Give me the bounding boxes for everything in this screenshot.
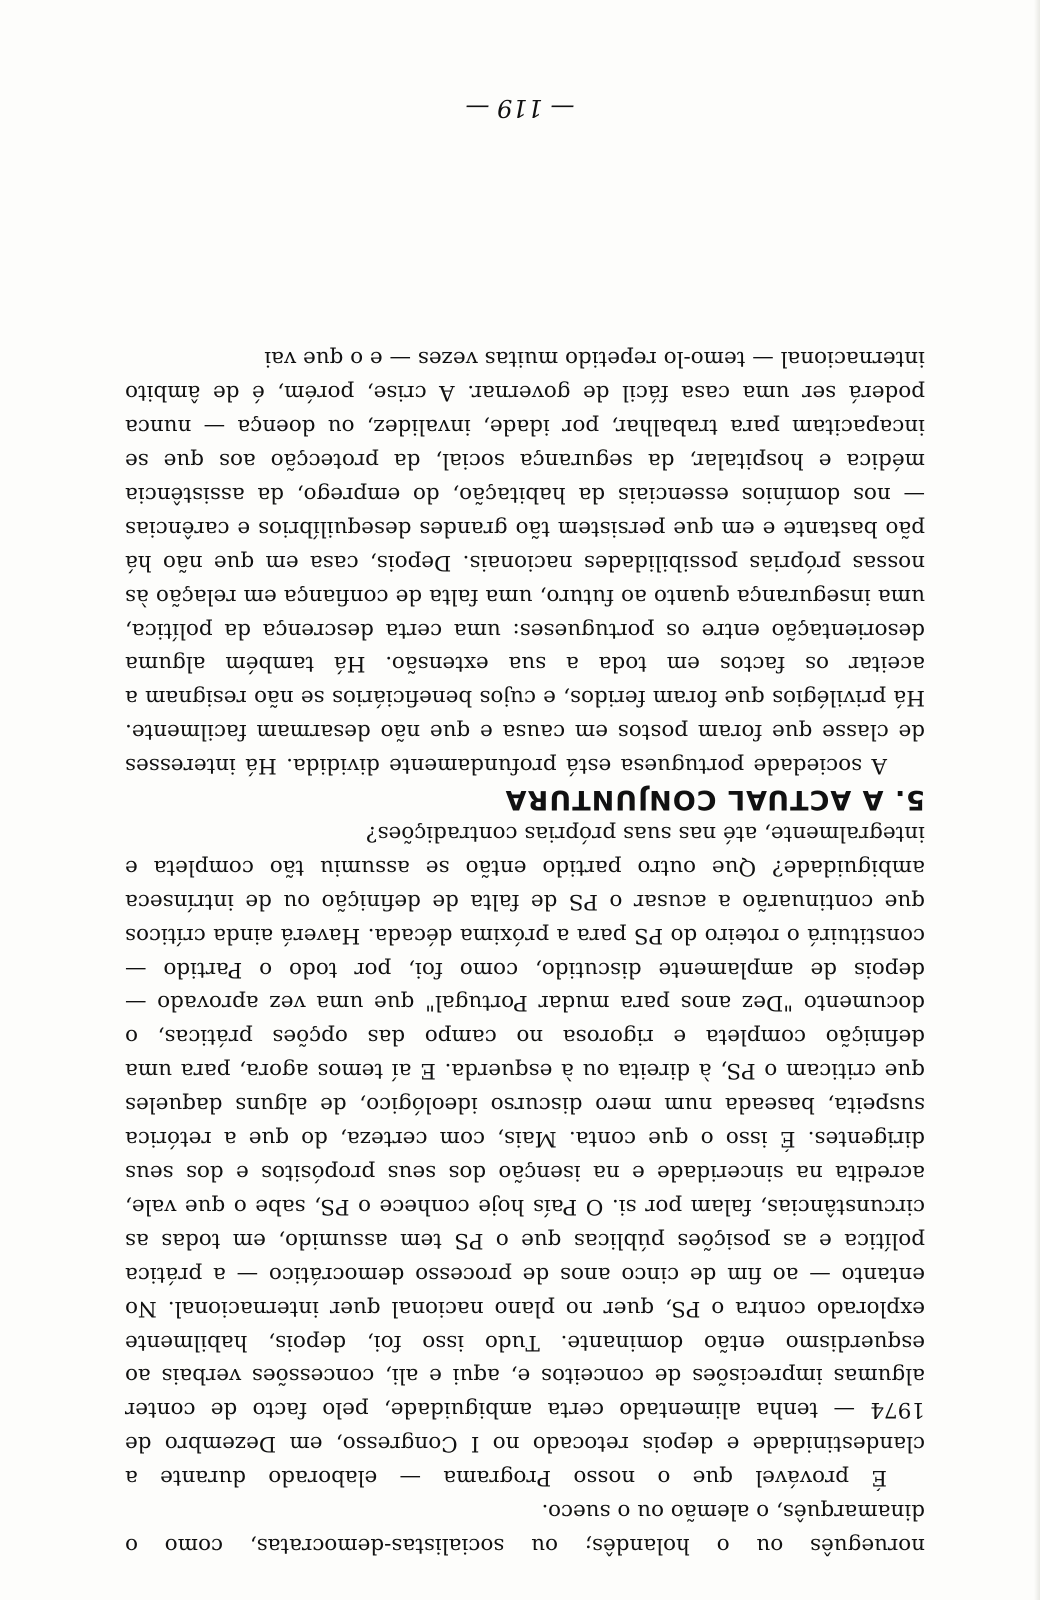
paragraph-continued: norueguês ou o holandês; ou socialistas-democratas, como o dinamarquês, o alemão ou o sueco. — [125, 1499, 925, 1558]
paragraph-programa: É provável que o nosso Programa — elaborado durante a clandestinidade e depois retocado no I Congresso, em Dezembro de 1974 — tenha alimentado certa ambiguidade, pelo facto de conter algumas imprecisões de conceitos e, aqui e ali, concessões verbais ao esquerdismo então dominante. Tudo isso foi, depois, habilmente explorado contra o PS, quer no plano nacional quer internacional. No entanto — ao fim de cinco anos de processo democrático — a prática política e as posições públicas que o PS tem assumido, em todas as circunstâncias, falam por si. O País hoje conhece o PS, sabe o que vale, acredita na sinceridade e na isenção dos seus propósitos e dos seus dirigentes. É isso o que conta. Mais, com certeza, do que a retórica suspeita, baseada num mero discurso ideológico, de alguns daqueles que criticam o PS, à direita ou à esquerda. E aí temos agora, para uma definição completa e rigorosa no campo das opções práticas, o documento "Dez anos para mudar Portugal" que uma vez aprovado — depois de amplamente discutido, como foi, por todo o Partido — constituirá o roteiro do PS para a próxima década. Haverá ainda críticos que continuarão a acusar o PS de falta de definição ou de intrínseca ambiguidade? Que outro partido então se assumiu tão completa e integralmente, até nas suas próprias contradições? — [125, 820, 925, 1491]
section-heading: 5. A ACTUAL CONJUNTURA — [504, 784, 925, 816]
scan-edge-left — [1034, 0, 1040, 1600]
body-text — [125, 341, 925, 1562]
page-number: — 119 — — [465, 94, 575, 122]
paragraph-sociedade: A sociedade portuguesa está profundamente dividida. Há interesses de classe que foram postos em causa e que não desarmam facilmente. Há privilégios que foram feridos, e cujos beneficiários se não resignam a aceitar os factos em toda a sua extensão. Há também alguma desorientação entre os portugueses: uma certa descrença da política, uma insegurança quanto ao futuro, uma falta de confiança em relação às nossas próprias possibilidades nacionais. Depois, casa em que não há pão bastante e em que persistem tão grandes desequilíbrios e carências — nos domínios essenciais da habitação, do emprego, da assistência médica e hospitalar, da segurança social, da protecção aos que se incapacitam para trabalhar, por idade, invalidez, ou doença — nunca poderá ser uma casa fácil de governar. A crise, porém, é de âmbito internacional — temo-lo repetido muitas vezes — e o que vai — [125, 346, 925, 779]
